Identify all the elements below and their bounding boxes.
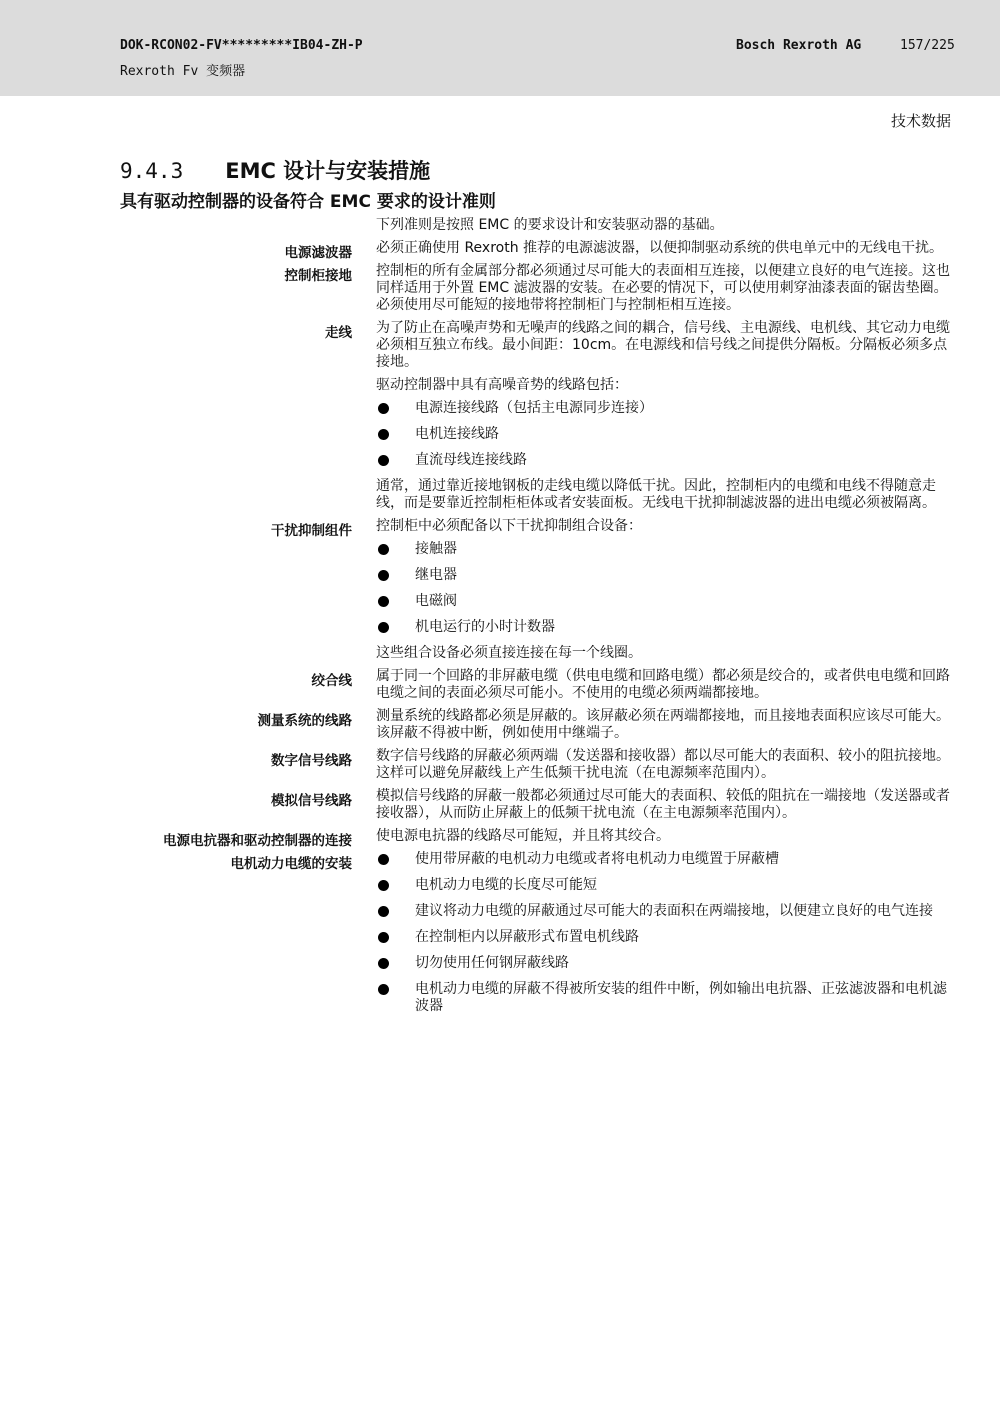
guideline-body — [376, 320, 953, 512]
guideline-paragraph: 模拟信号线路的屏蔽一般都必须通过尽可能大的表面积、较低的阻抗在一端接地（发送器或者接收器），从而防止屏蔽上的低频干扰电流（在主电源频率范围内）。 — [376, 788, 950, 821]
content — [0, 217, 1000, 1024]
bullet-list — [376, 541, 953, 636]
guideline-body — [376, 788, 953, 822]
guideline-body — [376, 851, 953, 1015]
bullet-text: 切勿使用任何钢屏蔽线路 — [415, 955, 569, 971]
bullet-dot-icon — [378, 958, 389, 969]
bullet-dot-icon — [378, 429, 389, 440]
bullet-text: 电机动力电缆的屏蔽不得被所安装的组件中断，例如输出电抗器、正弦滤波器和电机滤波器 — [415, 981, 947, 1014]
guideline-item — [0, 240, 1000, 261]
bullet-item — [376, 955, 953, 972]
bullet-text: 机电运行的小时计数器 — [415, 619, 555, 635]
bullet-list — [376, 851, 953, 1015]
guideline-paragraph: 必须正确使用 Rexroth 推荐的电源滤波器，以便抑制驱动系统的供电单元中的无线电干扰。 — [376, 240, 944, 256]
guideline-term: 电源电抗器和驱动控制器的连接 — [163, 833, 352, 849]
guideline-item — [0, 668, 1000, 702]
bullet-dot-icon — [378, 984, 389, 995]
section-title: EMC 设计与安装措施 — [225, 159, 431, 183]
section-number: 9.4.3 — [120, 159, 184, 183]
bullet-text: 使用带屏蔽的电机动力电缆或者将电机动力电缆置于屏蔽槽 — [415, 851, 779, 867]
section-heading — [120, 155, 430, 185]
guideline-paragraph: 使电源电抗器的线路尽可能短，并且将其绞合。 — [376, 828, 670, 844]
page-number: 157/225 — [900, 38, 955, 53]
guideline-item — [0, 851, 1000, 1015]
bullet-dot-icon — [378, 570, 389, 581]
bullet-item — [376, 877, 953, 894]
guideline-term: 数字信号线路 — [271, 753, 352, 769]
product-name: Rexroth Fv 变频器 — [120, 64, 246, 79]
guideline-item — [0, 263, 1000, 314]
bullet-dot-icon — [378, 544, 389, 555]
guideline-term: 测量系统的线路 — [257, 713, 352, 729]
guideline-note: 这些组合设备必须直接连接在每一个线圈。 — [376, 645, 642, 661]
guideline-item — [0, 320, 1000, 512]
bullet-item — [376, 400, 953, 417]
guideline-term: 干扰抑制组件 — [271, 523, 352, 539]
guideline-term: 绞合线 — [311, 673, 352, 689]
document-id: DOK-RCON02-FV*********IB04-ZH-P — [120, 38, 363, 53]
guideline-item — [0, 748, 1000, 782]
bullet-text: 在控制柜内以屏蔽形式布置电机线路 — [415, 929, 639, 945]
bullet-item — [376, 567, 953, 584]
bullet-item — [376, 593, 953, 610]
guideline-body — [376, 668, 953, 702]
bullet-list — [376, 400, 953, 469]
bullet-item — [376, 541, 953, 558]
guideline-body — [376, 263, 953, 314]
subheading: 具有驱动控制器的设备符合 EMC 要求的设计准则 — [120, 192, 496, 212]
bullet-dot-icon — [378, 455, 389, 466]
guideline-term: 控制柜接地 — [284, 268, 352, 284]
guideline-term: 模拟信号线路 — [271, 793, 352, 809]
bullet-dot-icon — [378, 854, 389, 865]
bullet-dot-icon — [378, 622, 389, 633]
guideline-term: 电源滤波器 — [284, 245, 352, 261]
guideline-item — [0, 518, 1000, 662]
guideline-paragraph: 属于同一个回路的非屏蔽电缆（供电电缆和回路电缆）都必须是绞合的，或者供电电缆和回路电缆之间的表面必须尽可能小。不使用的电缆必须两端都接地。 — [376, 668, 950, 701]
bullet-text: 继电器 — [415, 567, 457, 583]
intro-row — [0, 217, 1000, 234]
bullet-dot-icon — [378, 906, 389, 917]
bullet-text: 接触器 — [415, 541, 457, 557]
bullet-text: 电机连接线路 — [415, 426, 499, 442]
intro-paragraph: 下列准则是按照 EMC 的要求设计和安装驱动器的基础。 — [376, 217, 724, 233]
guideline-body — [376, 708, 953, 742]
bullet-item — [376, 981, 953, 1015]
guideline-term: 走线 — [325, 325, 352, 341]
bullet-text: 建议将动力电缆的屏蔽通过尽可能大的表面积在两端接地，以便建立良好的电气连接 — [415, 903, 933, 919]
guideline-item — [0, 708, 1000, 742]
guideline-body — [376, 828, 953, 845]
company-name: Bosch Rexroth AG — [736, 38, 862, 53]
bullet-text: 直流母线连接线路 — [415, 452, 527, 468]
bullet-item — [376, 903, 953, 920]
bullet-dot-icon — [378, 932, 389, 943]
bullet-dot-icon — [378, 596, 389, 607]
page-header — [0, 0, 1000, 96]
guideline-list — [0, 240, 1000, 1015]
guideline-body — [376, 748, 953, 782]
bullet-text: 电磁阀 — [415, 593, 457, 609]
guideline-paragraph: 数字信号线路的屏蔽必须两端（发送器和接收器）都以尽可能大的表面积、较小的阻抗接地。这样可以避免屏蔽线上产生低频干扰电流（在电源频率范围内）。 — [376, 748, 950, 781]
bullet-item — [376, 851, 953, 868]
bullet-item — [376, 929, 953, 946]
bullet-item — [376, 426, 953, 443]
guideline-paragraph: 为了防止在高噪声势和无噪声的线路之间的耦合，信号线、主电源线、电机线、其它动力电缆必须相互独立布线。最小间距：10cm。在电源线和信号线之间提供分隔板。分隔板必须多点接地。 — [376, 320, 950, 370]
guideline-paragraph: 控制柜中必须配备以下干扰抑制组合设备： — [376, 518, 642, 534]
section-tag: 技术数据 — [890, 112, 951, 130]
guideline-body — [376, 240, 953, 257]
guideline-term: 电机动力电缆的安装 — [230, 856, 352, 872]
bullet-item — [376, 619, 953, 636]
guideline-item — [0, 788, 1000, 822]
bullet-item — [376, 452, 953, 469]
bullet-text: 电源连接线路（包括主电源同步连接） — [415, 400, 653, 416]
guideline-paragraph: 测量系统的线路都必须是屏蔽的。该屏蔽必须在两端都接地，而且接地表面积应该尽可能大。该屏蔽不得被中断，例如使用中继端子。 — [376, 708, 950, 741]
guideline-item — [0, 828, 1000, 849]
bullet-text: 电机动力电缆的长度尽可能短 — [415, 877, 597, 893]
bullet-dot-icon — [378, 880, 389, 891]
guideline-note: 通常，通过靠近接地钢板的走线电缆以降低干扰。因此，控制柜内的电缆和电线不得随意走线，而是要靠近控制柜柜体或者安装面板。无线电干扰抑制滤波器的进出电缆必须被隔离。 — [376, 478, 936, 511]
bullet-dot-icon — [378, 403, 389, 414]
guideline-paragraph: 控制柜的所有金属部分都必须通过尽可能大的表面相互连接，以便建立良好的电气连接。这也同样适用于外置 EMC 滤波器的安装。在必要的情况下，可以使用刺穿油漆表面的锯齿垫圈。必须使用尽可能短的接地带将控制柜门与控制柜相互连接。 — [376, 263, 950, 313]
guideline-paragraph: 驱动控制器中具有高噪音势的线路包括： — [376, 377, 628, 393]
guideline-body — [376, 518, 953, 662]
